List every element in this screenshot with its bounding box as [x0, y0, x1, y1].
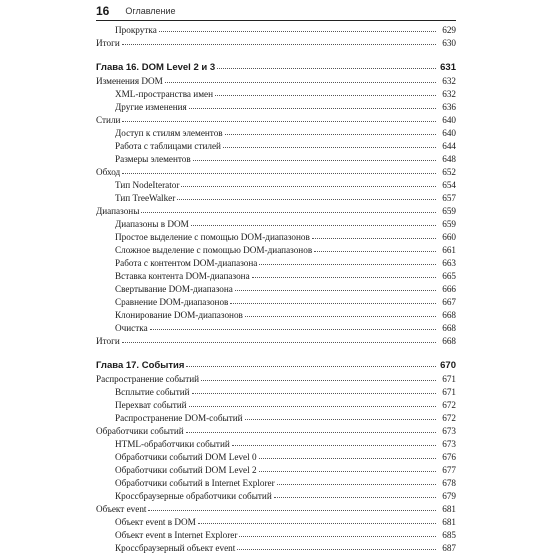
toc-entry-title: Прокрутка [115, 25, 157, 35]
toc-entry-page: 672 [442, 400, 456, 410]
toc-entry-title: Тип TreeWalker [115, 193, 176, 203]
dot-leader [141, 204, 436, 213]
dot-leader [122, 334, 436, 343]
toc-entry-title: Итоги [96, 336, 120, 346]
toc-entry-page: 665 [442, 271, 456, 281]
toc-entry-page: 636 [442, 102, 456, 112]
toc-entry-page: 648 [442, 154, 456, 164]
toc-entry-page: 668 [442, 323, 456, 333]
toc-entry-page: 681 [442, 504, 456, 514]
toc-entry-page: 685 [442, 530, 456, 540]
toc-entry-page: 631 [440, 62, 456, 73]
dot-leader [259, 450, 436, 459]
dot-leader [159, 23, 436, 32]
dot-leader [186, 358, 436, 367]
toc-entry-title: Объект event в DOM [115, 517, 196, 527]
dot-leader [192, 385, 436, 394]
dot-leader [177, 191, 436, 200]
toc-entry-title: Очистка [115, 323, 148, 333]
toc-chapter [96, 61, 456, 74]
dot-leader [252, 269, 436, 278]
header-rule [96, 20, 456, 21]
dot-leader [122, 113, 436, 122]
toc-entry-page: 640 [442, 128, 456, 138]
toc-entry-title: Обход [96, 167, 121, 177]
dot-leader [314, 243, 436, 252]
dot-leader [239, 528, 436, 537]
dot-leader [232, 437, 436, 446]
toc-entry-page: 667 [442, 297, 456, 307]
toc-entry-title: Распространение DOM-событий [115, 413, 243, 423]
toc-entry-page: 657 [442, 193, 456, 203]
dot-leader [217, 60, 436, 69]
toc-chapter [96, 359, 456, 372]
toc-entry-page: 677 [442, 465, 456, 475]
toc-entry-title: Объект event [96, 504, 147, 514]
toc-entry-title: Диапазоны [96, 206, 140, 216]
dot-leader [223, 139, 436, 148]
dot-leader [148, 502, 436, 511]
dot-leader [181, 178, 436, 187]
dot-leader [191, 217, 436, 226]
toc-entry-page: 679 [442, 491, 456, 501]
dot-leader [235, 282, 436, 291]
dot-leader [259, 256, 436, 265]
toc-entry-title: XML-пространства имен [115, 89, 214, 99]
toc-entry-page: 668 [442, 310, 456, 320]
toc-entry-title: Доступ к стилям элементов [115, 128, 223, 138]
toc-entry-title: Сравнение DOM-диапазонов [115, 297, 229, 307]
dot-leader [277, 476, 436, 485]
toc-entry-title: Глава 17. События [96, 360, 185, 371]
toc-entry-title: Итоги [96, 38, 120, 48]
toc-entry-page: 630 [442, 38, 456, 48]
toc-entry-title: Перехват событий [115, 400, 187, 410]
toc-entry-page: 652 [442, 167, 456, 177]
dot-leader [150, 321, 436, 330]
toc-entry-page: 673 [442, 439, 456, 449]
dot-leader [312, 230, 436, 239]
toc-entry-title: Тип NodeIterator [115, 180, 180, 190]
running-title: Оглавление [125, 6, 176, 16]
dot-leader [122, 165, 436, 174]
dot-leader [245, 308, 436, 317]
dot-leader [259, 463, 436, 472]
dot-leader [122, 36, 436, 45]
page-header [96, 2, 456, 20]
toc-entry [96, 542, 456, 555]
toc-entry-title: Размеры элементов [115, 154, 191, 164]
toc-entry-page: 678 [442, 478, 456, 488]
toc-entry-page: 654 [442, 180, 456, 190]
dot-leader [237, 541, 436, 550]
toc-entry-page: 672 [442, 413, 456, 423]
toc-entry-page: 676 [442, 452, 456, 462]
toc-entry-title: Всплытие событий [115, 387, 190, 397]
dot-leader [189, 100, 436, 109]
toc-entry-page: 660 [442, 232, 456, 242]
dot-leader [193, 152, 436, 161]
toc-entry-title: Обработчики событий DOM Level 2 [115, 465, 257, 475]
toc-entry [96, 37, 456, 50]
toc-entry [96, 335, 456, 348]
table-of-contents [96, 24, 456, 555]
toc-entry-title: Диапазоны в DOM [115, 219, 189, 229]
toc-entry-title: HTML-обработчики событий [115, 439, 230, 449]
dot-leader [230, 295, 436, 304]
toc-entry-title: Стили [96, 115, 121, 125]
toc-entry-title: Объект event в Internet Explorer [115, 530, 238, 540]
toc-entry-title: Глава 16. DOM Level 2 и 3 [96, 62, 216, 73]
toc-entry-page: 671 [442, 374, 456, 384]
dot-leader [198, 515, 436, 524]
dot-leader [245, 411, 436, 420]
toc-entry-title: Простое выделение с помощью DOM-диапазонов [115, 232, 310, 242]
toc-entry-page: 661 [442, 245, 456, 255]
toc-entry-title: Изменения DOM [96, 76, 163, 86]
toc-entry-title: Обработчики событий в Internet Explorer [115, 478, 275, 488]
toc-entry-title: Работа с контентом DOM-диапазона [115, 258, 258, 268]
toc-entry-page: 681 [442, 517, 456, 527]
toc-entry-page: 659 [442, 206, 456, 216]
dot-leader [274, 489, 436, 498]
toc-entry-page: 632 [442, 76, 456, 86]
toc-entry-page: 666 [442, 284, 456, 294]
toc-entry-title: Кроссбраузерный объект event [115, 543, 236, 553]
toc-entry-title: Другие изменения [115, 102, 187, 112]
toc-entry-page: 629 [442, 25, 456, 35]
toc-entry-page: 640 [442, 115, 456, 125]
toc-entry-page: 670 [440, 360, 456, 371]
toc-entry-page: 687 [442, 543, 456, 553]
toc-entry-page: 663 [442, 258, 456, 268]
page-number: 16 [96, 4, 110, 18]
toc-entry-page: 644 [442, 141, 456, 151]
dot-leader [215, 87, 436, 96]
toc-entry-title: Кроссбраузерные обработчики событий [115, 491, 272, 501]
toc-entry-title: Клонирование DOM-диапазонов [115, 310, 243, 320]
toc-entry-title: Вставка контента DOM-диапазона [115, 271, 250, 281]
toc-entry-page: 632 [442, 89, 456, 99]
dot-leader [189, 398, 436, 407]
toc-entry-title: Сложное выделение с помощью DOM-диапазонов [115, 245, 313, 255]
toc-entry-title: Распространение событий [96, 374, 200, 384]
toc-entry-page: 671 [442, 387, 456, 397]
toc-entry-title: Обработчики событий DOM Level 0 [115, 452, 257, 462]
toc-entry-page: 668 [442, 336, 456, 346]
toc-entry-title: Работа с таблицами стилей [115, 141, 221, 151]
dot-leader [165, 74, 436, 83]
toc-entry-title: Обработчики событий [96, 426, 184, 436]
toc-entry-page: 673 [442, 426, 456, 436]
dot-leader [201, 372, 436, 381]
toc-entry-page: 659 [442, 219, 456, 229]
dot-leader [225, 126, 436, 135]
dot-leader [186, 424, 436, 433]
toc-entry-title: Свертывание DOM-диапазона [115, 284, 233, 294]
